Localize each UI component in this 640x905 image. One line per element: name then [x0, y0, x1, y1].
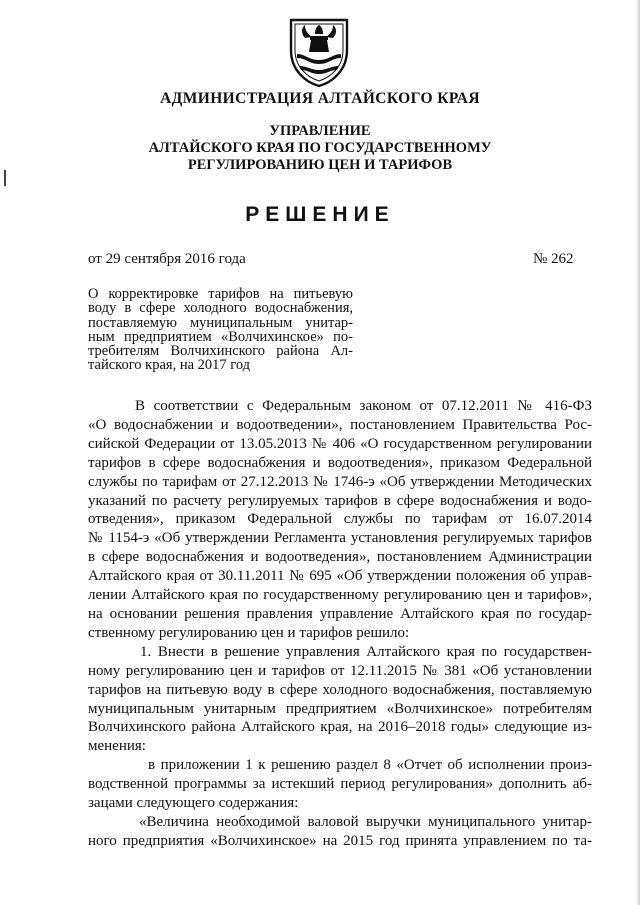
decision-number: № 262 [533, 251, 574, 267]
body-line: Волчихинского района Алтайского края, на 2016–2018 годы» следующие из- [88, 719, 592, 736]
body-line: № 1154-э «Об утверждении Регламента установления регулируемых тарифов [88, 530, 592, 547]
scan-page-edge [636, 0, 640, 905]
body-line: в приложении 1 к решению раздел 8 «Отчет об исполнении произ- [148, 757, 592, 774]
subject-line: тайского края, на 2017 год [88, 357, 251, 374]
subject-line: воду в сфере холодного водоснабжения, [88, 300, 353, 317]
document-type-title: РЕШЕНИЕ [245, 203, 395, 226]
body-line: тарифов в сфере водоснабжения и водоотведения», приказом Федеральной [88, 454, 592, 471]
administration-heading: АДМИНИСТРАЦИЯ АЛТАЙСКОГО КРАЯ [160, 90, 480, 107]
department-heading-line-3: РЕГУЛИРОВАНИЮ ЦЕН И ТАРИФОВ [187, 157, 453, 173]
subject-line: ным предприятием «Волчихинское» по- [88, 328, 353, 345]
body-line: тарифов на питьевую воду в сфере холодного водоснабжения, поставляемую [88, 681, 592, 698]
body-line: лении Алтайского края по государственному регулированию цен и тарифов», [88, 587, 592, 604]
body-line: ственному регулированию цен и тарифов решило: [88, 624, 410, 641]
body-line: указаний по расчету регулируемых тарифов в сфере водоснабжения и водо- [88, 492, 592, 509]
body-line: ному регулированию цен и тарифов от 12.11.2015 № 381 «Об установлении [88, 662, 592, 679]
body-line: «О водоснабжении и водоотведении», постановлением Правительства Рос- [88, 416, 592, 433]
body-line: «Величина необходимой валовой выручки муниципального унитар- [139, 813, 592, 830]
body-line: отведения», приказом Федеральной службы по тарифам от 16.07.2014 [88, 511, 592, 528]
body-line: 1. Внести в решение управления Алтайского края по государствен- [140, 643, 592, 660]
department-heading-line-1: УПРАВЛЕНИЕ [269, 123, 371, 139]
body-line: водственной программы за истекший период регулирования» дополнить аб- [88, 776, 592, 793]
decision-date: от 29 сентября 2016 года [88, 251, 246, 267]
body-line: сийской Федерации от 13.05.2013 № 406 «О государственном регулировании [88, 435, 592, 452]
subject-line: поставляемую муниципальным унитар- [88, 314, 353, 331]
body-line: службы по тарифам от 27.12.2013 № 1746-э «Об утверждении Методических [88, 473, 592, 490]
scan-margin-mark [4, 170, 6, 186]
body-line: зацами следующего содержания: [88, 795, 299, 812]
department-heading-line-2: АЛТАЙСКОГО КРАЯ ПО ГОСУДАРСТВЕННОМУ [148, 140, 492, 156]
body-line: Алтайского края от 30.11.2011 № 695 «Об утверждении положения об управ- [88, 568, 592, 585]
subject-line: требителям Волчихинского района Ал- [88, 343, 353, 360]
body-line: В соответствии с Федеральным законом от 07.12.2011 № 416-ФЗ [135, 398, 592, 414]
coat-of-arms-icon [285, 16, 353, 88]
body-line: муниципальным унитарным предприятием «Волчихинское» потребителям [88, 700, 592, 717]
body-line: ного предприятия «Волчихинское» на 2015 год принята управлением по та- [88, 832, 592, 849]
subject-line: О корректировке тарифов на питьевую [88, 286, 353, 302]
decision-body [88, 397, 592, 851]
body-line: в сфере водоснабжения и водоотведения», постановлением Администрации [88, 549, 592, 566]
decision-subject [88, 287, 353, 373]
body-line: менения: [88, 738, 146, 755]
body-line: на основании решения правления управление Алтайского края по государ- [88, 605, 592, 622]
